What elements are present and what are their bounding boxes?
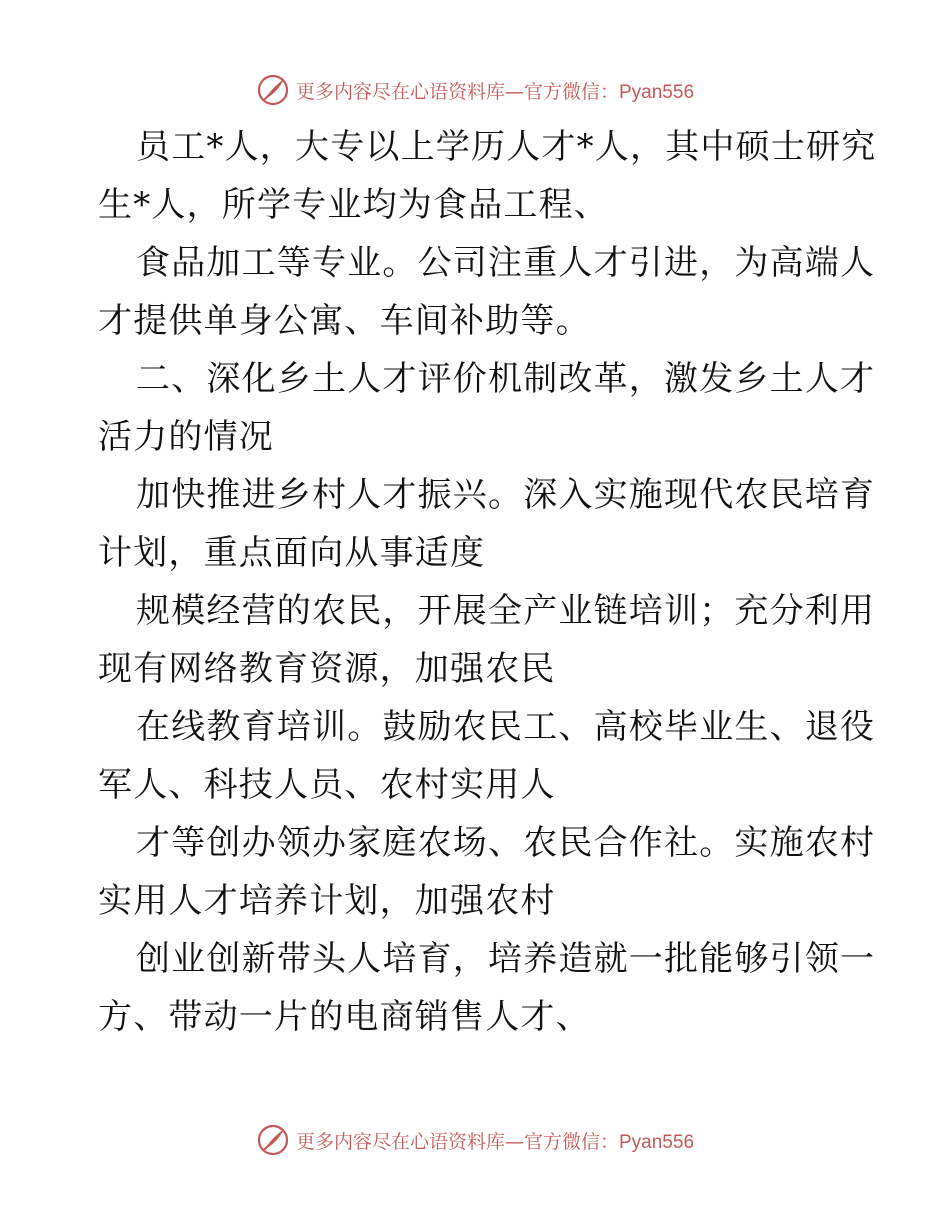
body-line-1: 员工*人，大专以上学历人才*人，其中硕士研究 [136,127,877,167]
body-line-8: 计划，重点面向从事适度 [98,533,486,573]
feather-pen-logo-icon [256,1123,290,1157]
header-wechat-id: Pyan556 [619,81,695,103]
footer-brand-text: 更多内容尽在心语资料库 [295,1130,505,1153]
body-line-3: 食品加工等专业。公司注重人才引进，为高端人 [136,243,876,283]
header-brand-text: 更多内容尽在心语资料库 [295,80,505,103]
document-body [98,118,877,1046]
footer-banner-text [296,1127,694,1154]
footer-wechat-id: Pyan556 [619,1131,695,1153]
footer-wechat-label: 官方微信： [523,1130,619,1153]
body-line-14: 实用人才培养计划，加强农村 [98,881,556,921]
section-heading-line-2: 活力的情况 [98,417,274,457]
header-banner [0,70,950,110]
header-banner-text [296,77,694,104]
body-line-13: 才等创办领办家庭农场、农民合作社。实施农村 [136,823,876,863]
header-separator: — [504,80,524,103]
body-line-16: 方、带动一片的电商销售人才、 [98,997,591,1037]
header-wechat-label: 官方微信： [523,80,619,103]
section-heading-line-1: 二、深化乡土人才评价机制改革，激发乡土人才 [136,359,876,399]
body-line-7: 加快推进乡村人才振兴。深入实施现代农民培育 [136,475,876,515]
body-line-11: 在线教育培训。鼓励农民工、高校毕业生、退役 [136,707,876,747]
feather-pen-logo-icon [256,73,290,107]
body-line-15: 创业创新带头人培育，培养造就一批能够引领一 [136,939,876,979]
body-line-9: 规模经营的农民，开展全产业链培训；充分利用 [136,591,876,631]
footer-separator: — [504,1130,524,1153]
body-line-4: 才提供单身公寓、车间补助等。 [98,301,591,341]
body-line-10: 现有网络教育资源，加强农民 [98,649,556,689]
body-line-2: 生*人，所学专业均为食品工程、 [98,185,609,225]
footer-banner [0,1120,950,1160]
body-line-12: 军人、科技人员、农村实用人 [98,765,556,805]
